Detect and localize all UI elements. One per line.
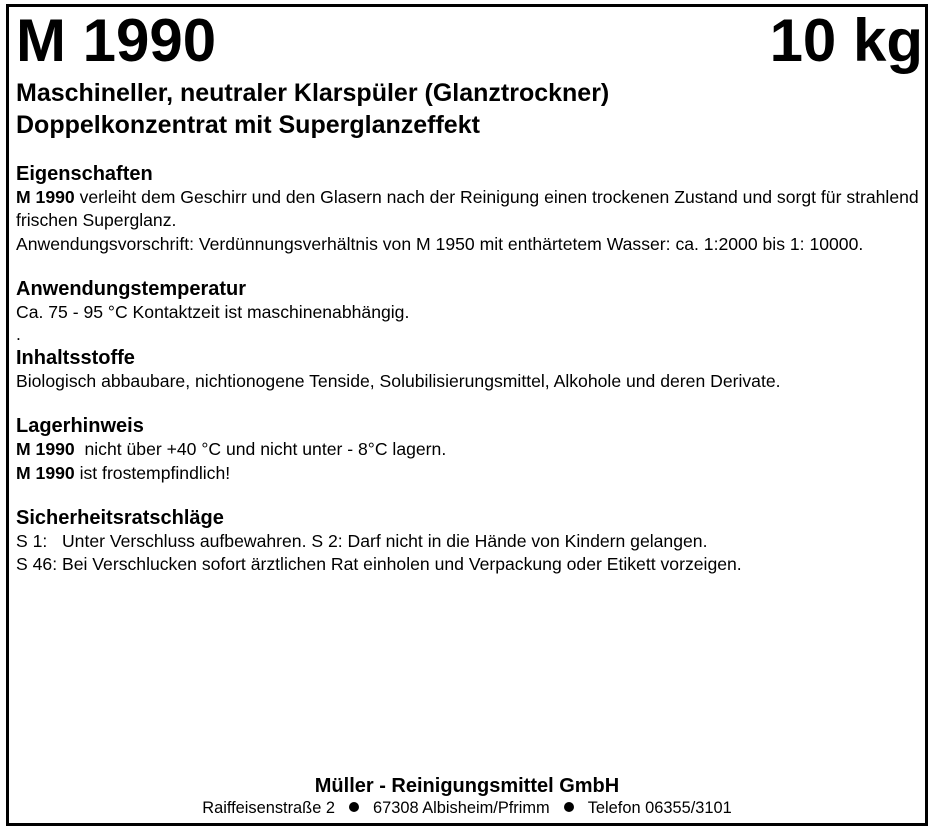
footer-street: Raiffeisenstraße 2 bbox=[202, 799, 335, 817]
section-title-sicherheit: Sicherheitsratschläge bbox=[16, 507, 224, 530]
eigenschaften-description: verleiht dem Geschirr und den Glasern nach der Reinigung einen trockenen Zustand und sorgt für strahlend frischen Superglanz. bbox=[16, 187, 919, 231]
subtitle-line-1: Maschineller, neutraler Klarspüler (Glanztrockner) bbox=[16, 79, 610, 107]
product-weight: 10 kg bbox=[769, 7, 923, 74]
footer-phone: Telefon 06355/3101 bbox=[587, 799, 732, 817]
section-title-temperatur: Anwendungstemperatur bbox=[16, 277, 247, 300]
lagerhinweis-text-2: ist frostempfindlich! bbox=[74, 462, 231, 483]
bullet-icon bbox=[564, 802, 574, 812]
label-body bbox=[16, 163, 928, 577]
product-label bbox=[6, 4, 928, 826]
footer-address bbox=[9, 797, 925, 819]
inhaltsstoffe-text: Biologisch abbaubare, nichtionogene Tenside, Solubilisierungsmittel, Alkohole und deren Derivate. bbox=[16, 371, 781, 392]
sicherheit-line-2: S 46: Bei Verschlucken sofort ärztlichen Rat einholen und Verpackung oder Etikett vorzeigen. bbox=[16, 554, 742, 575]
lagerhinweis-text-1: nicht über +40 °C und nicht unter - 8°C lagern. bbox=[74, 439, 447, 460]
bullet-icon bbox=[349, 802, 359, 812]
subtitle-line-2: Doppelkonzentrat mit Superglanzeffekt bbox=[16, 111, 480, 139]
section-title-inhaltsstoffe: Inhaltsstoffe bbox=[16, 347, 135, 370]
product-code: M 1990 bbox=[16, 7, 217, 74]
lagerhinweis-line-1 bbox=[16, 438, 928, 461]
section-temperatur bbox=[16, 278, 928, 347]
temperatur-text: Ca. 75 - 95 °C Kontaktzeit ist maschinenabhängig. bbox=[16, 301, 410, 322]
section-inhaltsstoffe bbox=[16, 347, 928, 393]
eigenschaften-text-2: Anwendungsvorschrift: Verdünnungsverhältnis von M 1950 mit enthärtetem Wasser: ca. 1:2000 bis 1: 10000. bbox=[16, 233, 864, 254]
eigenschaften-text-1 bbox=[16, 186, 928, 233]
section-lagerhinweis bbox=[16, 415, 928, 485]
section-title-lagerhinweis: Lagerhinweis bbox=[16, 415, 144, 438]
temperatur-dot: . bbox=[16, 324, 21, 345]
section-eigenschaften bbox=[16, 163, 928, 256]
product-reference: M 1990 bbox=[16, 439, 75, 460]
section-title-eigenschaften: Eigenschaften bbox=[16, 163, 153, 185]
footer-city: 67308 Albisheim/Pfrimm bbox=[372, 799, 550, 817]
sicherheit-line-1: S 1: Unter Verschluss aufbewahren. S 2: Darf nicht in die Hände von Kindern gelangen. bbox=[16, 531, 708, 552]
product-reference: M 1990 bbox=[16, 187, 75, 207]
footer-company: Müller - Reinigungsmittel GmbH bbox=[314, 775, 620, 797]
section-sicherheit bbox=[16, 507, 928, 577]
product-reference: M 1990 bbox=[16, 462, 75, 483]
product-subtitle bbox=[16, 77, 916, 141]
lagerhinweis-line-2 bbox=[16, 462, 928, 485]
